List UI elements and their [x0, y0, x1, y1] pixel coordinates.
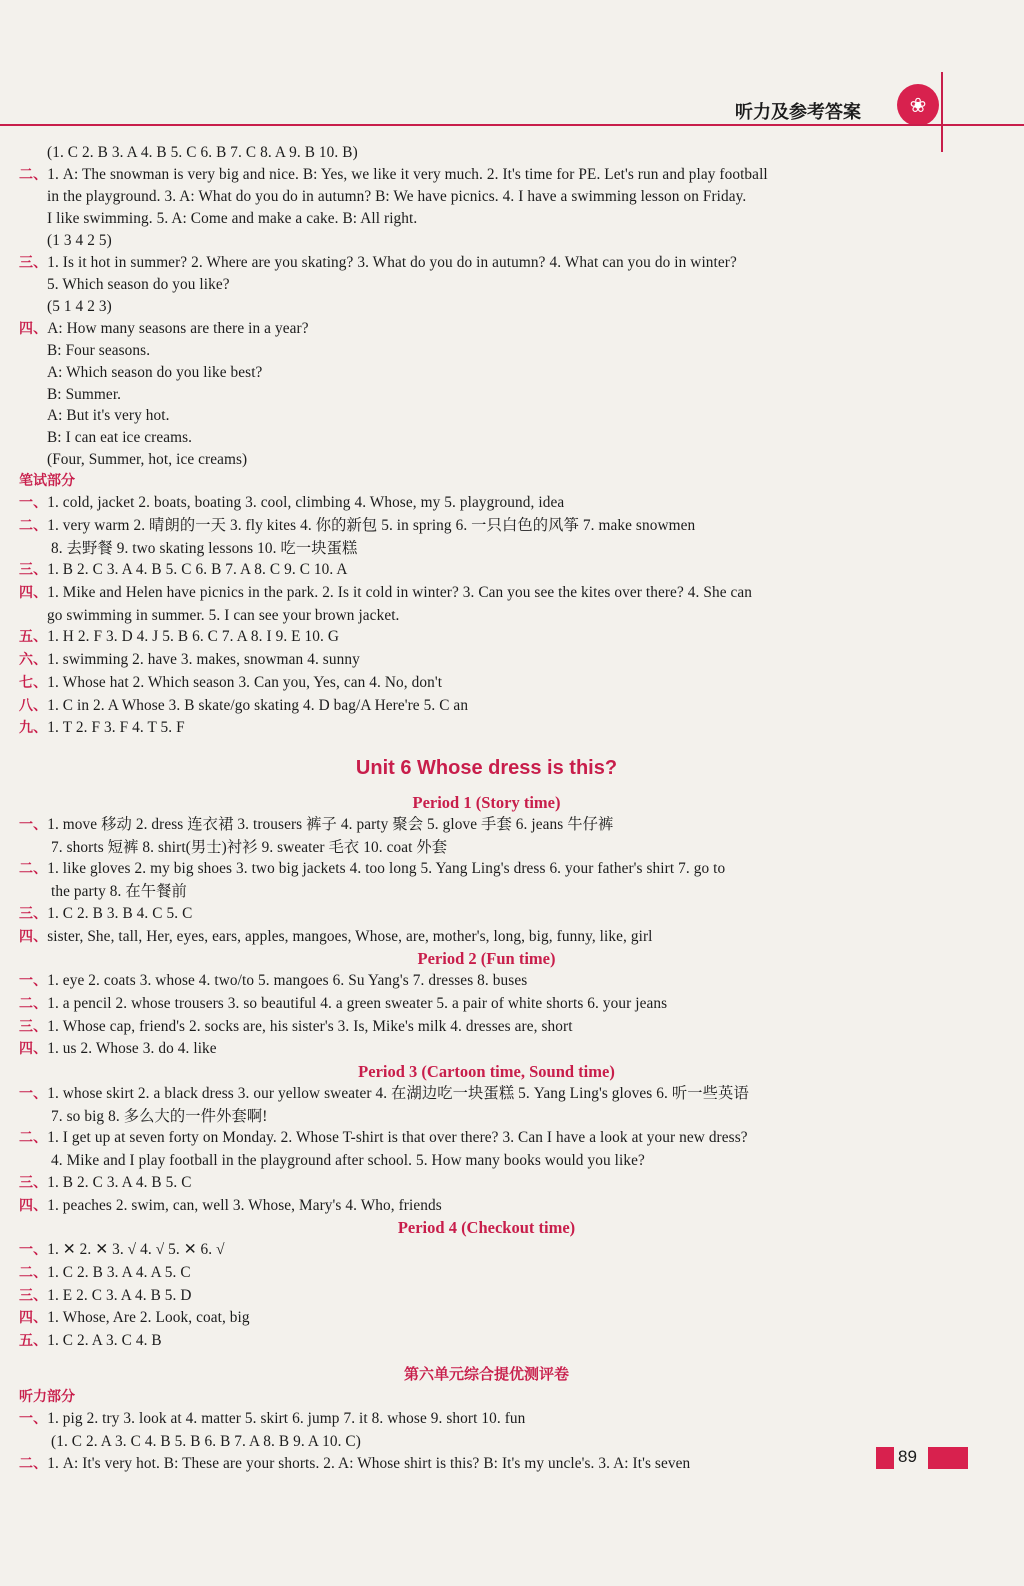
- answer-line: [19, 208, 954, 230]
- answer-line: [19, 340, 954, 362]
- answer-text: 1. like gloves 2. my big shoes 3. two big jackets 4. too long 5. Yang Ling's dress 6. your father's shirt 7. go to: [47, 860, 726, 878]
- section-marker: 四、: [19, 1197, 48, 1214]
- section-marker: 五、: [19, 629, 48, 646]
- answer-text: 1. B 2. C 3. A 4. B 5. C 6. B 7. A 8. C 9. C 10. A: [47, 561, 348, 579]
- section-marker: 二、: [19, 517, 48, 534]
- answer-text: 5. Which season do you like?: [47, 276, 230, 294]
- section-marker: 一、: [19, 495, 48, 512]
- answer-line: [19, 405, 954, 427]
- answer-text: 1. B 2. C 3. A 4. B 5. C: [47, 1173, 192, 1191]
- answer-line: [19, 1172, 954, 1195]
- answer-line: [19, 649, 954, 672]
- page-number-box: [876, 1441, 968, 1469]
- answer-text: A: Which season do you like best?: [47, 364, 263, 382]
- answer-text: 1. Whose, Are 2. Look, coat, big: [47, 1309, 250, 1327]
- section-marker: 一、: [19, 1086, 48, 1103]
- answer-line: [19, 858, 954, 881]
- section-marker: 三、: [19, 254, 48, 271]
- answer-line: [19, 1307, 954, 1330]
- answer-text: 1. T 2. F 3. F 4. T 5. F: [47, 719, 185, 737]
- answer-text: 1. C 2. B 3. A 4. A 5. C: [47, 1263, 191, 1281]
- period-heading: Period 3 (Cartoon time, Sound time): [358, 1062, 615, 1082]
- answer-text: 1. H 2. F 3. D 4. J 5. B 6. C 7. A 8. I 9. E 10. G: [47, 628, 340, 646]
- answer-text: B: Summer.: [47, 385, 122, 403]
- section-marker: 三、: [19, 905, 48, 922]
- answer-line: [19, 993, 954, 1016]
- answer-text: A: But it's very hot.: [47, 407, 170, 425]
- section-marker: 七、: [19, 674, 48, 691]
- section-marker: 四、: [19, 1310, 48, 1327]
- answer-line: [19, 814, 954, 837]
- section-marker: 八、: [19, 697, 48, 714]
- answer-text: 1. ✕ 2. ✕ 3. √ 4. √ 5. ✕ 6. √: [47, 1241, 225, 1259]
- section-marker: 一、: [19, 816, 48, 833]
- section-marker: 九、: [19, 720, 48, 737]
- test-title: 第六单元综合提优测评卷: [403, 1364, 569, 1383]
- answer-content: [19, 142, 954, 1476]
- section-marker: 四、: [19, 320, 48, 337]
- header-vertical-rule: [941, 72, 943, 152]
- answer-text: 4. Mike and I play football in the playground after school. 5. How many books would you like?: [51, 1152, 645, 1170]
- answer-text: 1. very warm 2. 晴朗的一天 3. fly kites 4. 你的新包 5. in spring 6. 一只白色的风筝 7. make snowmen: [47, 516, 696, 534]
- answer-line: [19, 837, 954, 859]
- answer-text: 7. shorts 短裤 8. shirt(男士)衬衫 9. sweater 毛衣 10. coat 外套: [51, 838, 448, 856]
- answer-text: 1. C in 2. A Whose 3. B skate/go skating 4. D bag/A Here're 5. C an: [47, 696, 469, 714]
- answer-text: (1. C 2. B 3. A 4. B 5. C 6. B 7. C 8. A 9. B 10. B): [47, 144, 358, 161]
- answer-text: 1. move 移动 2. dress 连衣裙 3. trousers 裤子 4. party 聚会 5. glove 手套 6. jeans 牛仔裤: [47, 815, 614, 833]
- answer-text: (Four, Summer, hot, ice creams): [47, 450, 248, 468]
- period-heading: Period 1 (Story time): [412, 792, 561, 812]
- answer-line: [19, 318, 954, 341]
- section-marker: 三、: [19, 1174, 48, 1191]
- unit-title: Unit 6 Whose dress is this?: [355, 756, 618, 779]
- section-marker: 二、: [19, 861, 48, 878]
- answer-line: [19, 926, 954, 949]
- answer-line: [19, 1262, 954, 1285]
- section-marker: 二、: [19, 995, 48, 1012]
- answer-line: [19, 881, 954, 903]
- section-marker: 一、: [19, 1411, 48, 1428]
- page-number-accent-right: [928, 1447, 968, 1469]
- answer-text: 1. cold, jacket 2. boats, boating 3. cool, climbing 4. Whose, my 5. playground, idea: [47, 494, 565, 512]
- header-rule: [0, 124, 1024, 126]
- answer-line: [19, 626, 954, 649]
- answer-line: [19, 230, 954, 252]
- answer-text: go swimming in summer. 5. I can see your brown jacket.: [47, 606, 400, 624]
- answer-text: 1. A: It's very hot. B: These are your shorts. 2. A: Whose shirt is this? B: It's my uncle's. 3. A: It's seven: [47, 1454, 691, 1472]
- answer-line: [19, 1453, 954, 1476]
- flower-logo-icon: ❀: [897, 84, 939, 126]
- answer-line: [19, 695, 954, 718]
- answer-line: [19, 1285, 954, 1308]
- answer-text: 1. A: The snowman is very big and nice. B: Yes, we like it very much. 2. It's time for PE. Let's run and play football: [47, 165, 768, 183]
- answer-text: 1. whose skirt 2. a black dress 3. our yellow sweater 4. 在湖边吃一块蛋糕 5. Yang Ling's gloves 6. 听一些英语: [47, 1085, 749, 1103]
- answer-line: [19, 384, 954, 406]
- answer-text: 1. E 2. C 3. A 4. B 5. D: [47, 1286, 192, 1304]
- answer-line: [19, 296, 954, 318]
- answer-text: 1. I get up at seven forty on Monday. 2. Whose T-shirt is that over there? 3. Can I have a look at your new dress?: [47, 1129, 748, 1147]
- answer-line: [19, 1150, 954, 1172]
- answer-line: [19, 362, 954, 384]
- section-marker: 二、: [19, 166, 48, 183]
- answer-text: 1. swimming 2. have 3. makes, snowman 4. sunny: [47, 651, 360, 669]
- answer-line: [19, 970, 954, 993]
- answer-line: [19, 252, 954, 275]
- answer-line: [19, 717, 954, 740]
- section-marker: 四、: [19, 585, 48, 602]
- answer-text: 1. Is it hot in summer? 2. Where are you skating? 3. What do you do in autumn? 4. What can you do in winter?: [47, 253, 737, 271]
- section-marker: 三、: [19, 1018, 48, 1035]
- section-marker: 二、: [19, 1455, 48, 1472]
- answer-text: 1. Whose hat 2. Which season 3. Can you, Yes, can 4. No, don't: [47, 673, 443, 691]
- answer-text: (1. C 2. A 3. C 4. B 5. B 6. B 7. A 8. B 9. A 10. C): [51, 1433, 361, 1451]
- answer-line: [19, 559, 954, 582]
- answer-line: [19, 1106, 954, 1128]
- section-marker: 二、: [19, 1264, 48, 1281]
- section-marker: 一、: [19, 973, 48, 990]
- section-marker: 四、: [19, 1041, 48, 1058]
- answer-line: [19, 605, 954, 627]
- answer-line: [19, 582, 954, 605]
- answer-line: [19, 1239, 954, 1262]
- answer-text: B: Four seasons.: [47, 342, 151, 360]
- answer-line: [19, 1127, 954, 1150]
- answer-line: [19, 427, 954, 449]
- page-number: 89: [898, 1447, 917, 1466]
- part-heading: 听力部分: [19, 1388, 75, 1405]
- answer-line: [19, 1016, 954, 1039]
- answer-line: [19, 142, 954, 164]
- period-heading: Period 2 (Fun time): [417, 949, 556, 969]
- answer-line: [19, 274, 954, 296]
- answer-line: [19, 449, 954, 471]
- page-header-title: 听力及参考答案: [735, 102, 861, 123]
- answer-text: the party 8. 在午餐前: [51, 883, 187, 901]
- answer-text: sister, She, tall, Her, eyes, ears, apples, mangoes, Whose, are, mother's, long, big, funny, like, girl: [47, 927, 653, 945]
- section-marker: 六、: [19, 652, 48, 669]
- section-marker: 二、: [19, 1130, 48, 1147]
- answer-line: [19, 492, 954, 515]
- answer-text: (1 3 4 2 5): [47, 231, 112, 249]
- answer-text: 1. C 2. A 3. C 4. B: [47, 1332, 162, 1350]
- answer-text: 7. so big 8. 多么大的一件外套啊!: [51, 1107, 268, 1125]
- answer-text: I like swimming. 5. A: Come and make a cake. B: All right.: [47, 210, 418, 228]
- period-heading: Period 4 (Checkout time): [397, 1218, 576, 1238]
- answer-line: [19, 515, 954, 538]
- answer-line: [19, 1431, 954, 1453]
- answer-text: 1. eye 2. coats 3. whose 4. two/to 5. mangoes 6. Su Yang's 7. dresses 8. buses: [47, 972, 528, 990]
- section-marker: 四、: [19, 928, 48, 945]
- answer-text: A: How many seasons are there in a year?: [47, 319, 309, 337]
- answer-text: 8. 去野餐 9. two skating lessons 10. 吃一块蛋糕: [51, 539, 358, 557]
- answer-line: [19, 903, 954, 926]
- answer-line: [19, 164, 954, 187]
- answer-line: [19, 672, 954, 695]
- answer-line: [19, 1195, 954, 1218]
- answer-text: 1. C 2. B 3. B 4. C 5. C: [47, 904, 193, 922]
- answer-line: [19, 1083, 954, 1106]
- section-marker: 三、: [19, 562, 48, 579]
- answer-line: [19, 1038, 954, 1061]
- answer-text: 1. Mike and Helen have picnics in the park. 2. Is it cold in winter? 3. Can you see the kites over there? 4. She can: [47, 584, 753, 602]
- answer-text: 1. pig 2. try 3. look at 4. matter 5. skirt 6. jump 7. it 8. whose 9. short 10. fun: [47, 1410, 526, 1428]
- section-marker: 三、: [19, 1287, 48, 1304]
- answer-text: 1. Whose cap, friend's 2. socks are, his sister's 3. Is, Mike's milk 4. dresses are, short: [47, 1017, 573, 1035]
- part-heading: 笔试部分: [19, 472, 75, 489]
- answer-line: [19, 538, 954, 560]
- answer-text: 1. peaches 2. swim, can, well 3. Whose, Mary's 4. Who, friends: [47, 1196, 442, 1214]
- page-number-accent-left: [876, 1447, 894, 1469]
- section-marker: 五、: [19, 1333, 48, 1350]
- section-marker: 一、: [19, 1242, 48, 1259]
- answer-text: in the playground. 3. A: What do you do in autumn? B: We have picnics. 4. I have a swimming lesson on Friday.: [47, 188, 747, 206]
- answer-line: [19, 1408, 954, 1431]
- answer-text: B: I can eat ice creams.: [47, 429, 193, 447]
- answer-text: 1. us 2. Whose 3. do 4. like: [47, 1040, 217, 1058]
- answer-text: (5 1 4 2 3): [47, 297, 112, 315]
- answer-text: 1. a pencil 2. whose trousers 3. so beautiful 4. a green sweater 5. a pair of white shorts 6. your jeans: [47, 994, 668, 1012]
- answer-line: [19, 186, 954, 208]
- answer-line: [19, 1330, 954, 1353]
